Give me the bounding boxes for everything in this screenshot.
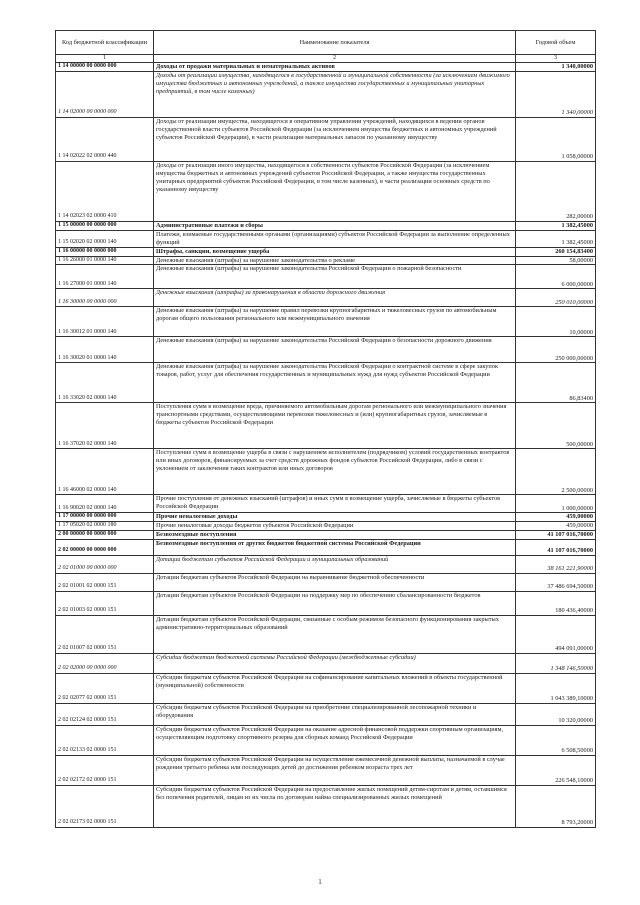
row-code: 1 16 37020 02 0000 140	[56, 403, 154, 449]
row-amount: 1 340,00000	[516, 63, 596, 72]
table-row	[56, 403, 596, 449]
row-code: 2 02 02124 02 0000 151	[56, 704, 154, 726]
row-name: Безвозмездные поступления от других бюджетов бюджетной системы Российской Федерации	[154, 540, 516, 556]
row-code: 1 14 00000 00 0000 000	[56, 63, 154, 72]
header-amount: Годовой объем	[516, 31, 596, 55]
row-code: 1 15 00000 00 0000 000	[56, 221, 154, 230]
row-amount: 37 486 694,50000	[516, 574, 596, 592]
row-name: Административные платежи и сборы	[154, 221, 516, 230]
row-amount: 180 436,40000	[516, 592, 596, 616]
table-row	[56, 63, 596, 72]
row-amount: 8 793,20000	[516, 786, 596, 828]
row-code: 1 16 33020 02 0000 140	[56, 363, 154, 403]
row-code: 2 00 00000 00 0000 000	[56, 531, 154, 540]
row-code: 2 02 02077 02 0000 151	[56, 674, 154, 704]
row-amount: 41 107 016,70000	[516, 540, 596, 556]
row-amount: 10 320,00000	[516, 704, 596, 726]
row-name: Дотации бюджетам субъектов Российской Федерации на выравнивание бюджетной обеспеченности	[154, 574, 516, 592]
row-code: 2 02 01001 02 0000 151	[56, 574, 154, 592]
row-amount: 1 000,00000	[516, 495, 596, 513]
table-row	[56, 704, 596, 726]
table-row	[56, 247, 596, 256]
row-name: Субсидии бюджетам субъектов Российской Федерации на приобретение специализированной лесопожарной техники и оборудования	[154, 704, 516, 726]
row-name: Доходы от реализации имущества, находящегося в оперативном управлении учреждений, находящихся в ведении органов государственной власти субъектов Российской Федерации (за исключением имущества бюджетных и автономных учреждений субъектов Российской Федерации), в части реализации материальных запасов по указанному имуществу	[154, 117, 516, 161]
row-name: Субсидии бюджетам субъектов Российской Федерации на софинансирование капитальных вложений в объекты государственной (муниципальной) собственности	[154, 674, 516, 704]
row-code: 1 16 30000 00 0000 000	[56, 289, 154, 307]
table-row	[56, 654, 596, 674]
row-code: 2 02 02172 02 0000 151	[56, 756, 154, 786]
table-row	[56, 265, 596, 289]
table-row	[56, 540, 596, 556]
row-amount: 250 010,00000	[516, 289, 596, 307]
row-code: 1 17 00000 00 0000 000	[56, 513, 154, 522]
row-name: Денежные взыскания (штрафы) за нарушение правил перевозки крупногабаритных и тяжеловесных грузов по автомобильным дорогам общего пользования регионального или межмуниципального значения	[154, 307, 516, 337]
header-code: Код бюджетной классификации	[56, 31, 154, 55]
table-row	[56, 307, 596, 337]
row-amount: 38 161 221,90000	[516, 556, 596, 574]
table-row	[56, 522, 596, 531]
row-amount: 459,00000	[516, 513, 596, 522]
row-name: Субсидии бюджетам субъектов Российской Федерации на оказание адресной финансовой поддержки спортивным организациям, осуществляющим подготовку спортивного резерва для сборных команд Российской Федерации	[154, 726, 516, 756]
table-row	[56, 221, 596, 230]
row-name: Субсидии бюджетам субъектов Российской Федерации на предоставление жилых помещений детям-сиротам и детям, оставшимся без попечения родителей, лицам из их числа по договорам найма специализированных жилых помещений	[154, 786, 516, 828]
row-amount: 1 058,00000	[516, 117, 596, 161]
header-name: Наименование показателя	[154, 31, 516, 55]
row-name: Дотации бюджетам субъектов Российской Федерации, связанные с особым режимом безопасного функционирования закрытых административно-территориальных образований	[154, 616, 516, 654]
revenue-table	[55, 30, 596, 828]
row-code: 2 02 01000 00 0000 000	[56, 556, 154, 574]
table-row	[56, 495, 596, 513]
row-name: Дотации бюджетам субъектов Российской Федерации и муниципальных образований	[154, 556, 516, 574]
row-name: Денежные взыскания (штрафы) за нарушение законодательства Российской Федерации о пожарной безопасности	[154, 265, 516, 289]
row-amount: 500,00000	[516, 403, 596, 449]
row-amount: 1 340,00000	[516, 71, 596, 117]
table-row	[56, 230, 596, 247]
row-amount: 6 000,00000	[516, 265, 596, 289]
table-row	[56, 161, 596, 221]
row-amount: 2 500,00000	[516, 449, 596, 495]
row-name: Прочие неналоговые доходы бюджетов субъектов Российской Федерации	[154, 522, 516, 531]
row-amount: 1 348 146,50000	[516, 654, 596, 674]
row-code: 1 16 90020 02 0000 140	[56, 495, 154, 513]
row-code: 2 02 02000 00 0000 000	[56, 654, 154, 674]
row-name: Прочие поступления от денежных взысканий (штрафов) и иных сумм в возмещение ущерба, зачисляемые в бюджеты субъектов Российской Федерации	[154, 495, 516, 513]
row-name: Безвозмездные поступления	[154, 531, 516, 540]
table-row	[56, 117, 596, 161]
table-row	[56, 574, 596, 592]
row-code: 2 02 00000 00 0000 000	[56, 540, 154, 556]
row-amount: 1 382,45000	[516, 230, 596, 247]
row-amount: 494 091,00000	[516, 616, 596, 654]
row-code: 2 02 02133 02 0000 151	[56, 726, 154, 756]
table-row	[56, 726, 596, 756]
row-name: Доходы от продажи материальных и нематериальных активов	[154, 63, 516, 72]
row-code: 1 16 46000 02 0000 140	[56, 449, 154, 495]
row-code: 1 14 02023 02 0000 410	[56, 161, 154, 221]
table-row	[56, 337, 596, 363]
column-number: 2	[154, 55, 516, 63]
row-code: 2 02 01003 02 0000 151	[56, 592, 154, 616]
row-code: 2 02 02173 02 0000 151	[56, 786, 154, 828]
row-name: Денежные взыскания (штрафы) за правонарушения в области дорожного движения	[154, 289, 516, 307]
row-code: 1 16 00000 00 0000 000	[56, 247, 154, 256]
table-row	[56, 556, 596, 574]
row-amount: 1 043 389,10000	[516, 674, 596, 704]
document-page	[55, 30, 595, 828]
column-number: 1	[56, 55, 154, 63]
row-name: Дотации бюджетам субъектов Российской Федерации на поддержку мер по обеспечению сбалансированности бюджетов	[154, 592, 516, 616]
row-code: 1 14 02000 00 0000 000	[56, 71, 154, 117]
row-amount: 10,00000	[516, 307, 596, 337]
row-code: 1 16 26000 01 0000 140	[56, 256, 154, 265]
row-amount: 250 000,00000	[516, 337, 596, 363]
row-code: 1 15 02020 02 0000 140	[56, 230, 154, 247]
row-amount: 86,83400	[516, 363, 596, 403]
row-code: 1 16 27000 01 0000 140	[56, 265, 154, 289]
row-name: Денежные взыскания (штрафы) за нарушение законодательства Российской Федерации о контрактной системе в сфере закупок товаров, работ, услуг для обеспечения государственных и муниципальных нужд для нужд субъектов Российской Федерации	[154, 363, 516, 403]
table-row	[56, 531, 596, 540]
table-row	[56, 256, 596, 265]
table-row	[56, 289, 596, 307]
table-row	[56, 592, 596, 616]
table-body	[56, 63, 596, 828]
row-name: Субсидии бюджетам субъектов Российской Федерации на осуществление ежемесячной денежной выплаты, назначаемой в случае рождения третьего ребенка или последующих детей до достижения ребенком возраста трех лет	[154, 756, 516, 786]
row-amount: 260 154,83400	[516, 247, 596, 256]
table-row	[56, 363, 596, 403]
table-row	[56, 786, 596, 828]
row-amount: 58,00000	[516, 256, 596, 265]
table-row	[56, 71, 596, 117]
row-amount: 1 382,45000	[516, 221, 596, 230]
row-amount: 6 508,50000	[516, 726, 596, 756]
row-amount: 282,00000	[516, 161, 596, 221]
page-number: 1	[318, 878, 322, 886]
row-name: Субсидии бюджетам бюджетной системы Российской Федерации (межбюджетные субсидии)	[154, 654, 516, 674]
row-amount: 459,00000	[516, 522, 596, 531]
table-row	[56, 449, 596, 495]
table-row	[56, 674, 596, 704]
row-name: Поступления сумм в возмещение вреда, причиняемого автомобильным дорогам регионального или межмуниципального значения транспортными средствами, осуществляющими перевозки тяжеловесных и (или) крупногабаритных грузов, зачисляемые в бюджеты субъектов Российской Федерации	[154, 403, 516, 449]
row-name: Платежи, взимаемые государственными органами (организациями) субъектов Российской Федерации за выполнение определенных функций	[154, 230, 516, 247]
row-name: Денежные взыскания (штрафы) за нарушение законодательства Российской Федерации о безопасности дорожного движения	[154, 337, 516, 363]
row-code: 1 14 02022 02 0000 440	[56, 117, 154, 161]
row-code: 2 02 01007 02 0000 151	[56, 616, 154, 654]
table-row	[56, 513, 596, 522]
row-name: Денежные взыскания (штрафы) за нарушение законодательства о рекламе	[154, 256, 516, 265]
row-amount: 41 107 016,70000	[516, 531, 596, 540]
row-code: 1 16 30012 01 0000 140	[56, 307, 154, 337]
row-name: Доходы от реализации имущества, находящегося в государственной и муниципальной собственности (за исключением движимого имущества бюджетных и автономных учреждений, а также имущества государственных и муниципальных унитарных предприятий, в том числе казенных)	[154, 71, 516, 117]
row-amount: 226 548,10000	[516, 756, 596, 786]
row-name: Штрафы, санкции, возмещение ущерба	[154, 247, 516, 256]
row-name: Доходы от реализации иного имущества, находящегося в собственности субъектов Российской Федерации (за исключением имущества бюджетных и автономных учреждений субъектов Российской Федерации, а также имущества государственных унитарных предприятий субъектов Российской Федерации, в том числе казенных), в части реализации основных средств по указанному имуществу	[154, 161, 516, 221]
row-name: Прочие неналоговые доходы	[154, 513, 516, 522]
table-row	[56, 756, 596, 786]
row-code: 1 16 30020 01 0000 140	[56, 337, 154, 363]
row-code: 1 17 05020 02 0000 180	[56, 522, 154, 531]
row-name: Поступление сумм в возмещение ущерба в связи с нарушением исполнителем (подрядчиком) условий государственных контрактов или иных договоров, финансируемых за счет средств дорожных фондов субъектов Российской Федерации, либо в связи с уклонением от заключения таких контрактов или иных договоров	[154, 449, 516, 495]
table-row	[56, 616, 596, 654]
column-number: 3	[516, 55, 596, 63]
